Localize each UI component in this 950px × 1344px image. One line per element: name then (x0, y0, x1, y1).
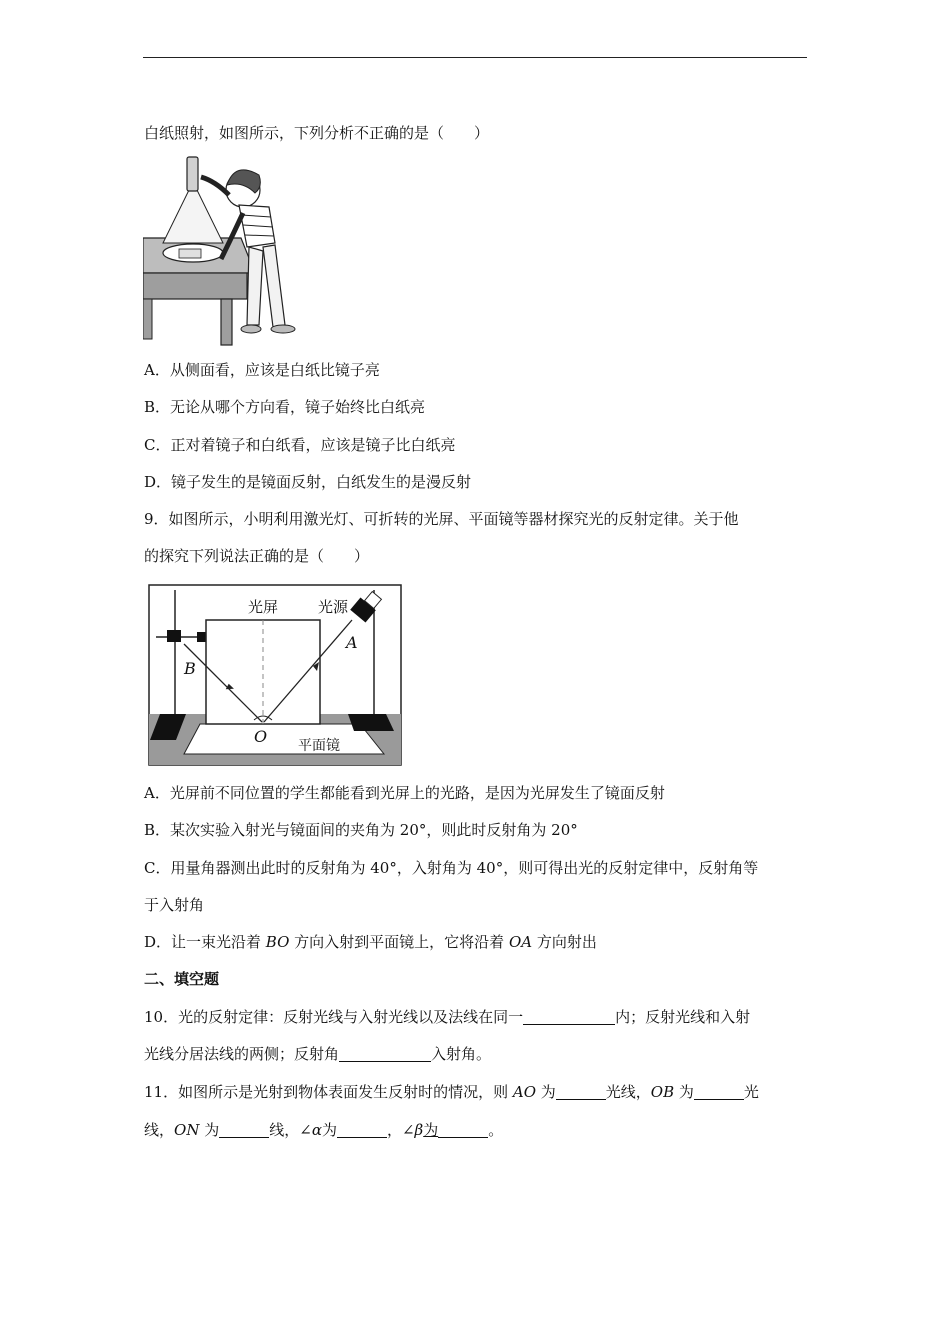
label-mirror: 平面镜 (298, 738, 340, 754)
q11-line1: 11．如图所示是光射到物体表面发生反射时的情况，则 AO 为 光线，OB 为 光 (144, 1083, 759, 1101)
header-rule (143, 57, 807, 58)
q10-blank-1[interactable] (523, 1008, 615, 1025)
section-title-fill-blank: 二、填空题 (144, 970, 220, 988)
q9-stem-line2: 的探究下列说法正确的是（ ） (144, 547, 370, 565)
q10-line2: 光线分居法线的两侧；反射角 入射角。 (144, 1045, 492, 1063)
q8-option-b: B．无论从哪个方向看，镜子始终比白纸亮 (144, 398, 426, 416)
q9-option-d: D．让一束光沿着 BO 方向入射到平面镜上，它将沿着 OA 方向射出 (144, 933, 597, 951)
q10-blank-2[interactable] (339, 1045, 431, 1062)
q8-figure-boy-flashlight (143, 155, 303, 347)
q9-option-a: A．光屏前不同位置的学生都能看到光屏上的光路，是因为光屏发生了镜面反射 (144, 784, 665, 802)
q8-option-d: D．镜子发生的是镜面反射，白纸发生的是漫反射 (144, 473, 472, 491)
label-point-b: B (184, 659, 196, 678)
q8-option-a: A．从侧面看，应该是白纸比镜子亮 (144, 361, 380, 379)
label-source: 光源 (318, 598, 349, 616)
q9-option-c-line2: 于入射角 (144, 896, 205, 914)
q9-stem-line1: 9．如图所示，小明利用激光灯、可折转的光屏、平面镜等器材探究光的反射定律。关于他 (144, 510, 739, 528)
q9-option-c-line1: C．用量角器测出此时的反射角为 40°，入射角为 40°，则可得出光的反射定律中，反射角等 (144, 859, 759, 877)
label-point-a: A (346, 633, 358, 652)
label-screen: 光屏 (248, 598, 279, 616)
q11-blank-4[interactable] (337, 1121, 387, 1138)
label-point-o: O (254, 727, 268, 746)
q9-figure-reflection-setup (148, 584, 404, 768)
q11-blank-2[interactable] (694, 1083, 744, 1100)
q11-blank-5[interactable] (438, 1121, 488, 1138)
q11-blank-1[interactable] (556, 1083, 606, 1100)
q8-option-c: C．正对着镜子和白纸看，应该是镜子比白纸亮 (144, 436, 456, 454)
q9-option-b: B．某次实验入射光与镜面间的夹角为 20°，则此时反射角为 20° (144, 821, 578, 839)
q10-line1: 10．光的反射定律：反射光线与入射光线以及法线在同一 内；反射光线和入射 (144, 1008, 751, 1026)
q11-blank-3[interactable] (219, 1121, 269, 1138)
q8-stem: 白纸照射，如图所示，下列分析不正确的是（ ） (144, 124, 490, 142)
q11-line2: 线，ON 为 线，∠α为 ，∠β为 。 (144, 1121, 504, 1139)
